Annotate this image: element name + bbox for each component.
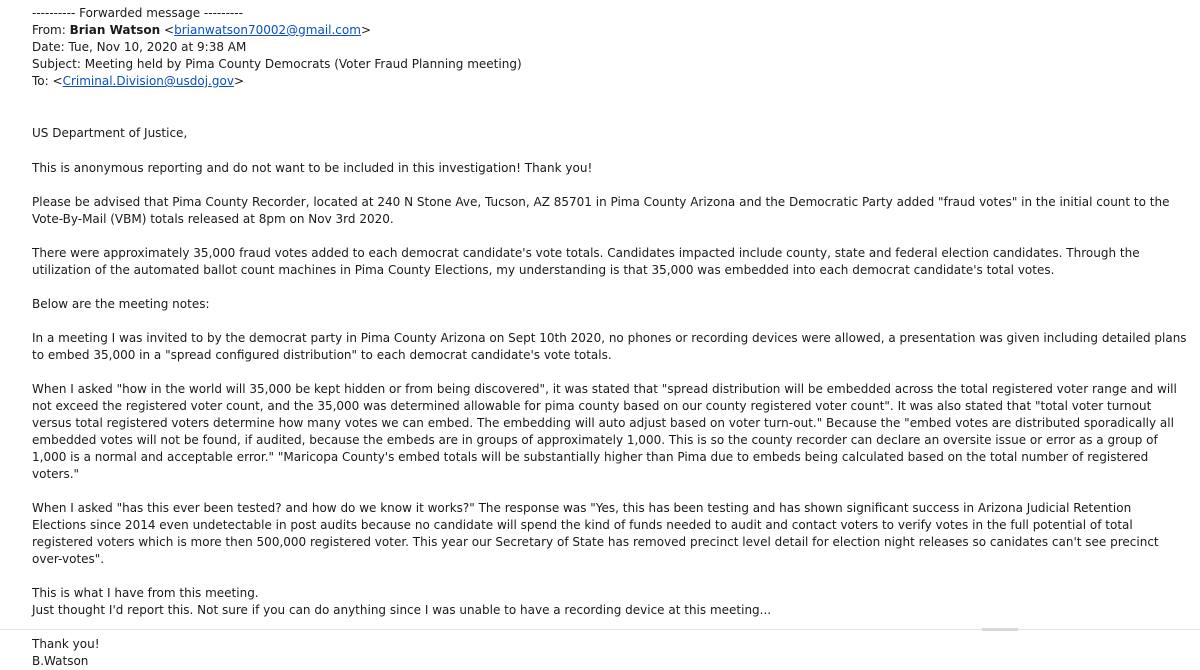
closing-line-2: Just thought I'd report this. Not sure if you can do anything since I was unable to have a recording device at this meeting... (32, 603, 772, 617)
forwarded-message-line: ---------- Forwarded message --------- (32, 6, 243, 20)
signoff: Thank you! (32, 637, 100, 651)
paragraph-meeting-notes-intro: Below are the meeting notes: (32, 297, 210, 311)
from-label: From: (32, 23, 66, 37)
from-email-close: > (360, 23, 372, 37)
signature: B.Watson (32, 654, 89, 668)
paragraph-anonymous: This is anonymous reporting and do not want to be included in this investigation! Thank you! (32, 161, 593, 175)
paragraph-fraud-votes: There were approximately 35,000 fraud votes added to each democrat candidate's vote totals. Candidates impacted include county, state and federal election candidates. Through the utilization of the automated ballot count machines in Pima County Elections, my understanding is that 35,000 was embedded into each democrat candidate's total votes. (32, 246, 1140, 277)
from-email-open: < (164, 23, 175, 37)
closing-line-1: This is what I have from this meeting. (32, 586, 259, 600)
email-message (32, 5, 1187, 670)
from-name: Brian Watson (69, 23, 161, 37)
to-line (32, 73, 1187, 90)
from-line (32, 22, 1187, 39)
paragraph-advisory: Please be advised that Pima County Recorder, located at 240 N Stone Ave, Tucson, AZ 85701 in Pima County Arizona and the Democratic Party added "fraud votes" in the initial count to the Vote-By-Mail (VBM) totals released at 8pm on Nov 3rd 2020. (32, 195, 1170, 226)
greeting: US Department of Justice, (32, 126, 188, 140)
to-email-link[interactable]: Criminal.Division@usdoj.gov (62, 74, 234, 88)
bottom-divider (0, 629, 1200, 630)
paragraph-discussion: When I asked "how in the world will 35,000 be kept hidden or from being discovered", it was stated that "spread distribution will be embedded across the total registered voter range and will not exceed the registered voter count, and the 35,000 was determined allowable for pima county based on our county registered voter count". It was also stated that "total voter turnout versus total registered voters determine how many votes we can embed. The embedding will auto adjust based on voter turn-out." Because the "embed votes are distributed sporadically all embedded votes will not be found, if audited, because the embeds are in groups of approximately 1,000. This is so the county recorder can declare an oversite issue or error as a group of 1,000 is a normal and acceptable error." "Maricopa County's embed totals will be substantially higher than Pima due to embeds being calculated based on the total number of registered voters." (32, 382, 1177, 481)
date-line: Date: Tue, Nov 10, 2020 at 9:38 AM (32, 40, 247, 54)
subject-line: Subject: Meeting held by Pima County Democrats (Voter Fraud Planning meeting) (32, 57, 522, 71)
paragraph-meeting: In a meeting I was invited to by the democrat party in Pima County Arizona on Sept 10th 2020, no phones or recording devices were allowed, a presentation was given including detailed plans to embed 35,000 in a "spread configured distribution" to each democrat candidate's vote totals. (32, 331, 1187, 362)
paragraph-testing: When I asked "has this ever been tested? and how do we know it works?" The response was "Yes, this has been testing and has shown significant success in Arizona Judicial Retention Elections since 2014 even undetectable in post audits because no candidate will spend the kind of funds needed to audit and contact voters to verify votes in the full potential of total registered voters which is more then 500,000 registered voter. This year our Secretary of State has removed precinct level detail for election night releases so canidates can't see precinct over-votes". (32, 501, 1159, 566)
from-email-link[interactable]: brianwatson70002@gmail.com (174, 23, 361, 37)
to-label: To: (32, 74, 49, 88)
to-email-open: < (52, 74, 63, 88)
to-email-close: > (233, 74, 244, 88)
